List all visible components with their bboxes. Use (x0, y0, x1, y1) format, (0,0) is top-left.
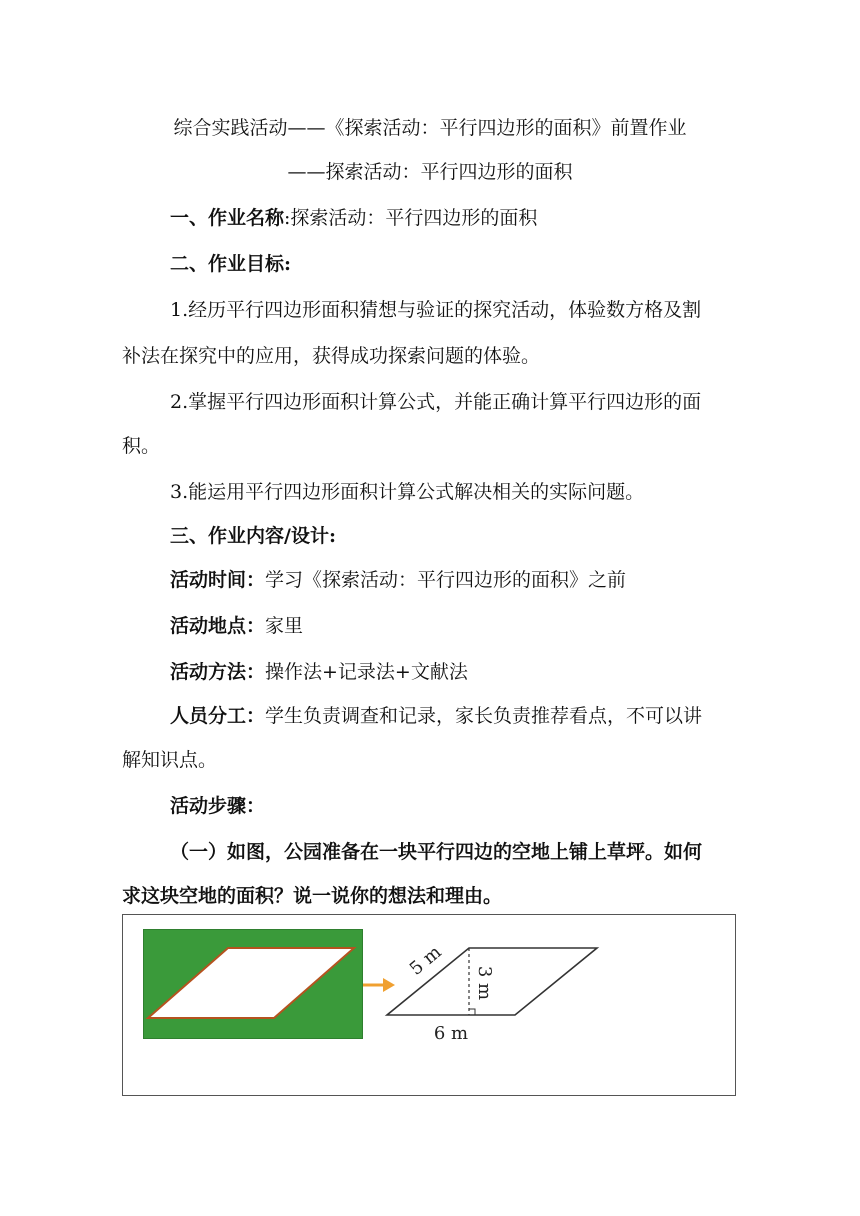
arrow-right-icon (363, 978, 395, 992)
section-name-label: 一、作业名称 (170, 207, 285, 229)
park-grass-photo (143, 929, 363, 1039)
section-goals-heading: 二、作业目标: (170, 253, 292, 275)
section-name (170, 206, 537, 230)
activity-method (170, 660, 468, 684)
section-content-heading: 三、作业内容/设计: (170, 525, 336, 547)
height-label: 3 m (474, 965, 495, 1001)
goal-2-line-1: 2.掌握平行四边形面积计算公式，并能正确计算平行四边形的面 (170, 391, 702, 413)
activity-time (170, 568, 626, 592)
activity-method-text: 操作法+记录法+文献法 (265, 661, 468, 683)
base-label: 6 m (433, 1023, 469, 1044)
figure-frame (122, 914, 736, 1096)
section-name-text: :探索活动：平行四边形的面积 (284, 207, 538, 229)
goal-1-line-1: 1.经历平行四边形面积猜想与验证的探究活动，体验数方格及割 (170, 299, 702, 321)
question-1-line-1: （一）如图，公园准备在一块平行四边的空地上铺上草坪。如何 (170, 841, 703, 863)
activity-time-label: 活动时间： (170, 569, 266, 591)
activity-place-label: 活动地点： (170, 615, 266, 637)
roles-text: 学生负责调查和记录，家长负责推荐看点，不可以讲 (265, 705, 703, 727)
parallelogram-diagram (363, 933, 603, 1073)
activity-steps-heading: 活动步骤： (170, 795, 266, 817)
activity-place (170, 614, 303, 638)
park-plot-shape (144, 930, 362, 1038)
roles (170, 704, 702, 728)
question-1-line-2: 求这块空地的面积？说一说你的想法和理由。 (122, 885, 503, 907)
goal-1-line-2: 补法在探究中的应用，获得成功探索问题的体验。 (122, 345, 541, 367)
goal-3-line-1: 3.能运用平行四边形面积计算公式解决相关的实际问题。 (170, 481, 645, 503)
doc-subtitle: ——探索活动：平行四边形的面积 (287, 161, 573, 183)
doc-title: 综合实践活动——《探索活动：平行四边形的面积》前置作业 (173, 117, 687, 139)
right-angle-mark (469, 1009, 475, 1015)
side-label: 5 m (405, 941, 446, 980)
roles-label: 人员分工： (170, 705, 266, 727)
goal-2-line-2: 积。 (122, 435, 161, 457)
activity-time-text: 学习《探索活动：平行四边形的面积》之前 (265, 569, 627, 591)
activity-method-label: 活动方法： (170, 661, 266, 683)
roles-line-2: 解知识点。 (122, 749, 218, 771)
activity-place-text: 家里 (265, 615, 304, 637)
